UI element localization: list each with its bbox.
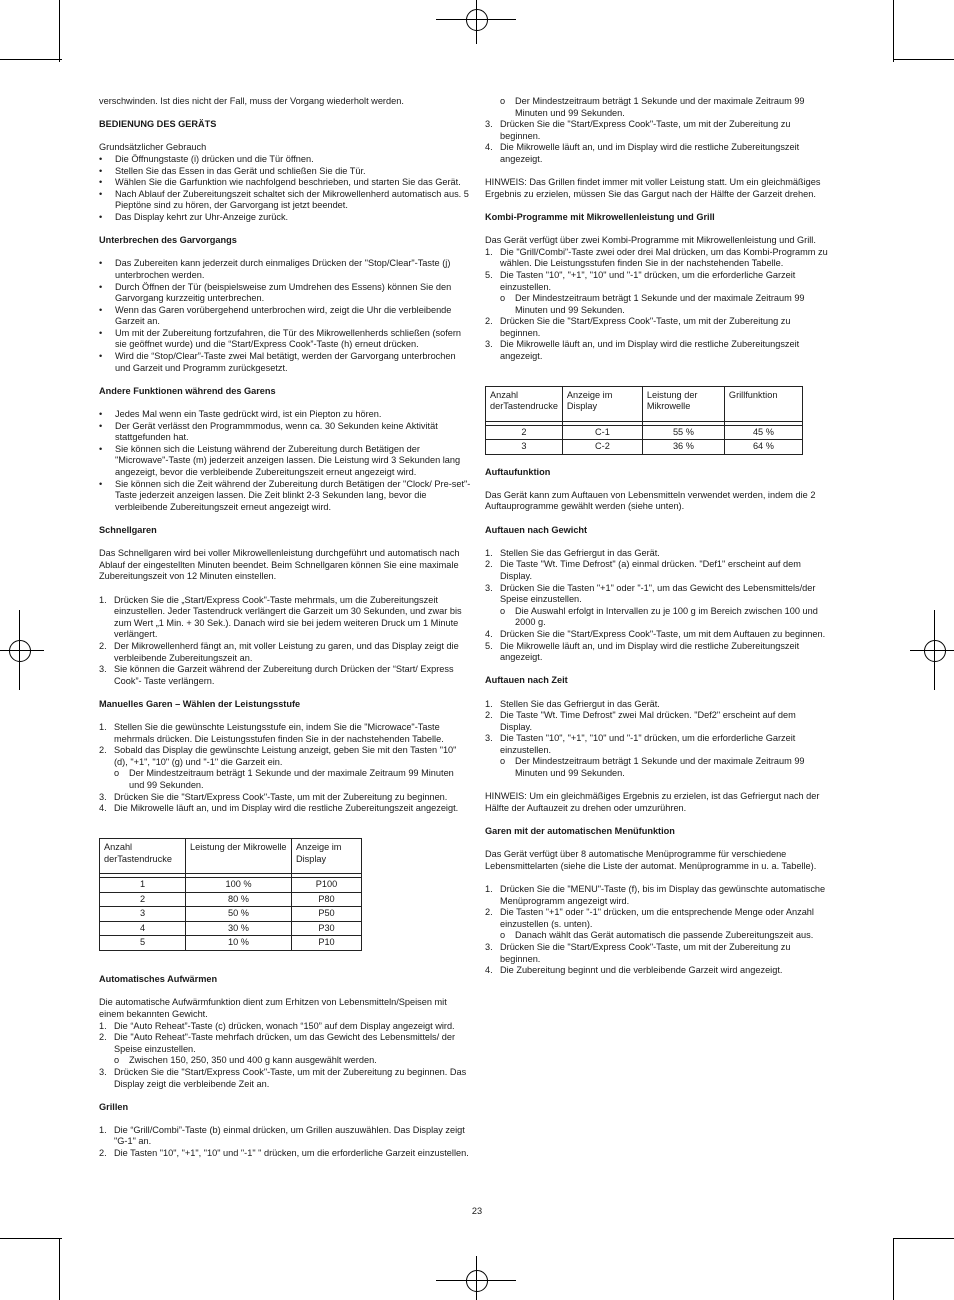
list-marker: 3. <box>485 941 493 952</box>
list-marker: 2. <box>99 640 107 651</box>
sub-item <box>99 1055 471 1067</box>
sub-item <box>485 293 828 316</box>
list-text: Die Tasten "10", "+1", "10" und "-1" drücken, um die erforderliche Garzeit einzustellen. <box>500 733 796 755</box>
table-cell: P50 <box>292 907 362 922</box>
numbered-item <box>485 119 828 142</box>
list-text: Der Gerät verlässt den Programmmodus, wenn ca. 30 Sekunden keine Aktivität stattgefunden hat. <box>115 420 438 443</box>
list-marker: 2. <box>99 1032 107 1043</box>
list-marker: 1. <box>99 722 107 733</box>
section-heading: Garen mit der automatischen Menüfunktion <box>485 826 675 837</box>
list-text: Die Öffnungstaste (i) drücken und die Tür öffnen. <box>115 153 314 164</box>
spacer <box>99 1090 471 1102</box>
table-row <box>100 907 362 922</box>
paragraph: Grundsätzlicher Gebrauch <box>99 142 207 153</box>
table-row <box>486 425 803 440</box>
table-header-cell: Anzahl derTastendrucke <box>100 839 186 874</box>
list-marker: • <box>99 409 103 420</box>
spacer <box>99 710 471 722</box>
table-cell: 55 % <box>642 425 724 440</box>
list-text: Nach Ablauf der Zubereitungszeit schaltet sich der Mikrowellenherd automatisch aus. 5 Pieptöne sind zu hören, der Garvorgang ist jetzt beendet. <box>115 188 469 211</box>
table-header-cell: Grillfunktion <box>724 386 802 421</box>
list-text: Drücken Sie die „Start/Express Cook"-Taste mehrmals, um die Zubereitungszeit einzustellen. Jeder Tastendruck verlängert die Garzeit um 30 Sekunden, und zwar bis zum Wert „1 Min. + 30 Sek.). Danach wird sie bei jedem weiteren Druck um 1 Minute verlängert. <box>114 594 462 640</box>
bullet-item <box>99 409 471 421</box>
list-text: Die Taste "Wt. Time Defrost" (a) einmal drücken. "Def1" erscheint auf dem Display. <box>500 559 801 581</box>
list-marker: • <box>99 443 103 454</box>
spacer <box>485 872 828 884</box>
list-text: Der Mindestzeitraum beträgt 1 Sekunde und der maximale Zeitraum 99 Minuten und 99 Sekunden. <box>129 768 454 791</box>
spacer <box>485 687 828 699</box>
table-row <box>100 878 362 893</box>
table-cell: 3 <box>100 907 186 922</box>
spacer <box>485 455 828 467</box>
section-heading: Unterbrechen des Garvorgangs <box>99 235 237 246</box>
list-marker: • <box>99 327 103 338</box>
paragraph: HINWEIS: Um ein gleichmäßiges Ergebnis zu erzielen, ist das Gefriergut nach der Hälfte der Auftauzeit zu drehen oder umzurühren. <box>485 791 820 813</box>
list-text: Danach wählt das Gerät automatisch die passende Zubereitungszeit aus. <box>515 930 814 941</box>
list-text: Das Display kehrt zur Uhr-Anzeige zurück. <box>115 211 289 222</box>
list-marker: o <box>500 293 506 304</box>
bullet-item <box>99 479 471 514</box>
table-cell: P10 <box>292 936 362 951</box>
list-text: Sie können sich die Zeit während der Zubereitung durch Betätigen der "Clock/ Pre-set"-Taste jederzeit anzeigen lassen. Die Zeit blinkt 2-3 Sekunden lang, bevor die verbleibende Zubereitungszeit erneut angezeigt wird. <box>115 478 471 512</box>
spacer <box>99 826 471 838</box>
table-header-cell: Anzeige im Display <box>292 839 362 874</box>
left-column <box>99 96 471 1160</box>
numbered-item <box>485 733 828 756</box>
numbered-item <box>485 942 828 965</box>
paragraph: Die automatische Aufwärmfunktion dient zum Erhitzen von Lebensmitteln/Speisen mit einem bekannten Gewicht. <box>99 997 447 1019</box>
list-marker: 3. <box>99 1066 107 1077</box>
spacer <box>99 247 471 259</box>
numbered-item <box>485 247 828 270</box>
list-marker: 4. <box>485 142 493 153</box>
list-text: Drücken Sie die Tasten "+1" oder "-1", um das Gewicht des Lebensmittels/der Speise einzustellen. <box>500 582 816 605</box>
list-text: Wird die “Stop/Clear”-Taste zwei Mal betätigt, werden der Garvorgang unterbrochen und Garzeit und Programm zurückgesetzt. <box>115 351 456 373</box>
list-marker: o <box>114 768 120 779</box>
list-marker: 1. <box>99 1124 107 1135</box>
spacer <box>99 815 471 827</box>
table-cell: 4 <box>100 921 186 936</box>
list-text: Die “Grill/Combi”-Taste (b) einmal drücken, um Grillen auszuwählen. Das Display zeigt "G-1" an. <box>114 1124 465 1147</box>
list-text: Jedes Mal wenn ein Taste gedrückt wird, ist ein Piepton zu hören. <box>115 409 382 420</box>
numbered-item <box>99 641 471 664</box>
spacer <box>99 397 471 409</box>
list-marker: 1. <box>99 594 107 605</box>
list-text: Die Tasten "+1" oder "-1" drücken, um die entsprechende Menge oder Anzahl einzustellen (s. unten). <box>500 907 814 929</box>
list-marker: 3. <box>485 733 493 744</box>
list-text: Die Taste "Wt. Time Defrost" zwei Mal drücken. "Def2" erscheint auf dem Display. <box>500 710 796 732</box>
sub-item <box>485 96 828 119</box>
list-marker: 4. <box>99 803 107 814</box>
list-text: Der Mikrowellenherd fängt an, mit voller Leistung zu garen, und das Display zeigt die verbleibende Zubereitungszeit an. <box>114 640 459 663</box>
list-marker: • <box>99 177 103 188</box>
page-number: 23 <box>471 1206 483 1216</box>
table-cell: C-2 <box>562 440 642 455</box>
table-cell: P80 <box>292 892 362 907</box>
list-marker: 2. <box>99 745 107 756</box>
spacer <box>485 478 828 490</box>
list-marker: 5. <box>485 640 493 651</box>
spacer <box>485 200 828 212</box>
list-text: Der Mindestzeitraum beträgt 1 Sekunde und der maximale Zeitraum 99 Minuten und 99 Sekunden. <box>515 293 805 315</box>
spacer <box>485 838 828 850</box>
bullet-item <box>99 212 471 224</box>
list-text: Die Tasten "10", "+1", "10" und "-1" drücken, um die erforderliche Garzeit einzustellen. <box>500 269 796 292</box>
table-cell: P100 <box>292 878 362 893</box>
bullet-item <box>99 189 471 212</box>
list-marker: • <box>99 188 103 199</box>
list-marker: • <box>99 304 103 315</box>
section-heading: Kombi-Programme mit Mikrowellenleistung und Grill <box>485 211 715 222</box>
sub-item <box>485 930 828 942</box>
table-header-cell: Anzeige im Display <box>562 386 642 421</box>
spacer <box>99 374 471 386</box>
list-text: Zwischen 150, 250, 350 und 400 g kann ausgewählt werden. <box>129 1055 377 1066</box>
numbered-item <box>99 1148 471 1160</box>
list-text: Drücken Sie die "Start/Express Cook"-Taste, um mit der Zubereitung zu beginnen. <box>500 941 791 964</box>
table-cell: 1 <box>100 878 186 893</box>
spacer <box>485 664 828 676</box>
list-marker: 1. <box>485 547 493 558</box>
spacer <box>99 108 471 120</box>
section-heading: Andere Funktionen während des Garens <box>99 385 276 396</box>
list-text: Um mit der Zubereitung fortzufahren, die Tür des Mikrowellenherds schließen (sofern sie geöffnet wurde) und die “Start/Express Cook”-Taste (h) erneut drücken. <box>115 327 462 350</box>
section-heading: Auftauen nach Zeit <box>485 675 568 686</box>
table-cell: 2 <box>100 892 186 907</box>
table-cell: 30 % <box>186 921 292 936</box>
numbered-item <box>99 803 471 815</box>
numbered-item <box>485 270 828 293</box>
numbered-item <box>485 629 828 641</box>
bullet-item <box>99 444 471 479</box>
table-cell: 5 <box>100 936 186 951</box>
list-text: Drücken Sie die "Start/Express Cook"-Taste, um mit der Zubereitung zu beginnen. <box>500 316 791 338</box>
list-marker: • <box>99 258 103 269</box>
list-text: Stellen Sie das Gefriergut in das Gerät. <box>500 698 660 709</box>
table-row <box>100 892 362 907</box>
table-header-row <box>486 386 803 421</box>
list-marker: • <box>99 351 103 362</box>
paragraph: Das Schnellgaren wird bei voller Mikrowellenleistung durchgeführt und automatisch nach Ablauf der eingestellten Minuten beendet. Beim Schnellgaren können Sie eine maximale Zubereitungszeit von 12 Minuten einstellen. <box>99 548 460 582</box>
list-text: Der Mindestzeitraum beträgt 1 Sekunde und der maximale Zeitraum 99 Minuten und 99 Sekunden. <box>515 96 805 118</box>
table-cell: 80 % <box>186 892 292 907</box>
list-marker: 1. <box>485 884 493 894</box>
right-column <box>485 96 828 977</box>
numbered-item <box>485 710 828 733</box>
list-text: Wenn das Garen vorübergehend unterbrochen wird, zeigt die Uhr die verbleibende Garzeit an. <box>115 304 452 327</box>
list-text: Die “Auto Reheat”-Taste (c) drücken, wonach “150” auf dem Display angezeigt wird. <box>114 1020 455 1031</box>
list-marker: 2. <box>485 316 493 327</box>
bullet-item <box>99 258 471 281</box>
list-text: Die Mikrowelle läuft an, und im Display wird die restliche Zubereitungszeit angezeigt. <box>500 640 800 663</box>
list-marker: • <box>99 478 103 489</box>
sub-item <box>99 768 471 791</box>
list-marker: 2. <box>485 907 493 918</box>
list-marker: 1. <box>485 698 493 709</box>
bullet-item <box>99 421 471 444</box>
sub-item <box>485 606 828 629</box>
list-text: Drücken Sie die "Start/Express Cook"-Taste, um mit der Zubereitung zu beginnen. <box>114 791 448 802</box>
spacer <box>99 513 471 525</box>
numbered-item <box>485 142 828 165</box>
list-marker: o <box>500 96 506 106</box>
spacer <box>485 363 828 375</box>
section-heading: Automatisches Aufwärmen <box>99 974 218 985</box>
list-marker: o <box>500 605 506 616</box>
paragraph: Das Gerät kann zum Auftauen von Lebensmitteln verwendet werden, indem die 2 Auftauprogramme gewählt werden (siehe unten). <box>485 489 816 512</box>
list-text: Die Mikrowelle läuft an, und im Display wird die restliche Zubereitungszeit angezeigt. <box>500 339 800 362</box>
numbered-item <box>485 339 828 362</box>
spacer <box>485 814 828 826</box>
numbered-item <box>485 884 828 907</box>
bullet-item <box>99 305 471 328</box>
table-cell: C-1 <box>562 425 642 440</box>
list-marker: 2. <box>485 559 493 570</box>
list-text: Drücken Sie die "Start/Express Cook"-Taste, um mit dem Auftauen zu beginnen. <box>500 628 826 639</box>
list-marker: 4. <box>485 965 493 976</box>
list-marker: 3. <box>99 664 107 675</box>
numbered-item <box>99 1125 471 1148</box>
table-header-cell: Leistung der Mikrowelle <box>642 386 724 421</box>
list-text: Die "Grill/Combi"-Taste zwei oder drei Mal drücken, um das Kombi-Programm zu wählen. Die Leistungsstufen finden Sie in der nachstehenden Tabelle. <box>500 246 828 269</box>
list-marker: 3. <box>485 582 493 593</box>
numbered-item <box>99 722 471 745</box>
numbered-item <box>99 1021 471 1033</box>
spacer <box>485 780 828 792</box>
spacer <box>99 1113 471 1125</box>
list-marker: o <box>500 930 506 941</box>
spacer <box>99 537 471 549</box>
list-text: Sobald das Display die gewünschte Leistung anzeigt, geben Sie mit den Tasten "10" (d), "+1", "10" (g) und "-1" die Garzeit ein. <box>114 745 457 767</box>
list-marker: 5. <box>485 269 493 280</box>
list-text: Stellen Sie die gewünschte Leistungsstufe ein, indem Sie die "Microwace"-Taste mehrmals drücken. Die Leistungsstufen finden Sie in der nachstehenden Tabelle. <box>114 722 444 744</box>
spacer <box>485 513 828 525</box>
numbered-item <box>99 595 471 641</box>
numbered-item <box>99 664 471 687</box>
power-table <box>99 838 362 951</box>
spacer <box>99 224 471 236</box>
spacer <box>485 374 828 386</box>
list-marker: 3. <box>485 119 493 130</box>
numbered-item <box>485 907 828 930</box>
numbered-item <box>485 699 828 711</box>
bullet-item <box>99 166 471 178</box>
list-marker: 3. <box>485 339 493 350</box>
table-row <box>100 936 362 951</box>
table-cell: 50 % <box>186 907 292 922</box>
section-heading: Auftauen nach Gewicht <box>485 524 588 535</box>
list-marker: 3. <box>99 791 107 802</box>
table-cell: 64 % <box>724 440 802 455</box>
paragraph: verschwinden. Ist dies nicht der Fall, muss der Vorgang wiederholt werden. <box>99 96 404 106</box>
bullet-item <box>99 328 471 351</box>
table-cell: P30 <box>292 921 362 936</box>
paragraph: HINWEIS: Das Grillen findet immer mit voller Leistung statt. Um ein gleichmäßiges Ergebnis zu erzielen, müssen Sie das Gargut nach der Hälfte der Garzeit drehen. <box>485 177 821 199</box>
table-cell: 3 <box>486 440 563 455</box>
bullet-item <box>99 351 471 374</box>
numbered-item <box>99 1032 471 1055</box>
table-cell: 100 % <box>186 878 292 893</box>
list-text: Drücken Sie die "Start/Express Cook"-Taste, um mit der Zubereitung zu beginnen. Das Display zeigt die verbleibende Zeit an. <box>114 1066 467 1089</box>
spacer <box>99 583 471 595</box>
numbered-item <box>485 641 828 664</box>
list-marker: 4. <box>485 628 493 639</box>
bullet-item <box>99 177 471 189</box>
numbered-item <box>485 316 828 339</box>
list-marker: o <box>500 756 506 767</box>
table-header-cell: Leistung der Mikrowelle <box>186 839 292 874</box>
table-cell: 10 % <box>186 936 292 951</box>
list-marker: 2. <box>485 710 493 721</box>
numbered-item <box>485 559 828 582</box>
list-text: Die Zubereitung beginnt und die verbleibende Garzeit wird angezeigt. <box>500 965 783 976</box>
numbered-item <box>485 965 828 977</box>
table-row <box>486 440 803 455</box>
spacer <box>485 536 828 548</box>
table-row <box>100 921 362 936</box>
sub-item <box>485 756 828 779</box>
table-cell: 2 <box>486 425 563 440</box>
spacer <box>99 131 471 143</box>
list-text: Stellen Sie das Essen in das Gerät und schließen Sie die Tür. <box>115 165 366 176</box>
table-header-cell: Anzahl derTastendrucke <box>486 386 563 421</box>
list-marker: • <box>99 165 103 176</box>
list-marker: 2. <box>99 1148 107 1159</box>
list-marker: 1. <box>485 246 493 257</box>
table-header-row <box>100 839 362 874</box>
list-marker: • <box>99 420 103 431</box>
list-text: Die Mikrowelle läuft an, und im Display wird die restliche Zubereitungszeit angezeigt. <box>500 142 800 164</box>
list-text: Durch Öffnen der Tür (beispielsweise zum Umdrehen des Essens) können Sie den Garvorgang kurzzeitig unterbrechen. <box>115 281 452 304</box>
list-text: Die Mikrowelle läuft an, und im Display wird die restliche Zubereitungszeit angezeigt. <box>114 803 459 814</box>
list-text: Die Tasten "10", "+1", "10" und "-1" " drücken, um die erforderliche Garzeit einzustellen. <box>114 1148 469 1159</box>
bullet-item <box>99 282 471 305</box>
spacer <box>99 963 471 975</box>
list-marker: 1. <box>99 1020 107 1031</box>
list-text: Sie können die Garzeit während der Zubereitung durch Drücken der “Start/ Express Cook”- Taste verlängern. <box>114 664 454 686</box>
numbered-item <box>485 583 828 606</box>
list-text: Wählen Sie die Garfunktion wie nachfolgend beschrieben, und starten Sie das Gerät. <box>115 177 461 188</box>
combi-table <box>485 386 803 455</box>
spacer <box>99 687 471 699</box>
list-text: Sie können sich die Leistung während der Zubereitung durch Betätigen der "Microwave"-Taste (m) jederzeit anzeigen lassen. Die Leistung wird 3 Sekunden lang angezeigt, bevor die verbleibende Zubereitungszeit erneut angezeigt wird. <box>115 443 461 477</box>
section-heading: BEDIENUNG DES GERÄTS <box>99 119 217 130</box>
bullet-item <box>99 154 471 166</box>
section-heading: Schnellgaren <box>99 524 157 535</box>
list-text: Das Zubereiten kann jederzeit durch einmaliges Drücken der "Stop/Clear"-Taste (j) unterbrochen werden. <box>115 258 451 280</box>
list-text: Stellen Sie das Gefriergut in das Gerät. <box>500 547 660 558</box>
paragraph: Das Gerät verfügt über zwei Kombi-Programme mit Mikrowellenleistung und Grill. <box>485 235 816 246</box>
list-text: Drücken Sie die "Start/Express Cook"-Taste, um mit der Zubereitung zu beginnen. <box>500 119 791 141</box>
paragraph: Das Gerät verfügt über 8 automatische Menüprogramme für verschiedene Lebensmittelarten (siehe die Liste der automat. Menüprogramme in u. a. Tabelle). <box>485 849 817 871</box>
list-text: Drücken Sie die "MENU"-Taste (f), bis im Display das gewünschte automatische Menüprogramm angezeigt wird. <box>500 884 826 906</box>
section-heading: Auftaufunktion <box>485 466 551 477</box>
table-cell: 36 % <box>642 440 724 455</box>
numbered-item <box>99 792 471 804</box>
spacer <box>99 951 471 963</box>
list-marker: • <box>99 211 103 222</box>
list-text: Die Auswahl erfolgt in Intervallen zu je 100 g im Bereich zwischen 100 und 2000 g. <box>515 605 818 628</box>
numbered-item <box>485 548 828 560</box>
spacer <box>99 986 471 998</box>
list-marker: • <box>99 153 103 164</box>
list-text: Die "Auto Reheat"-Taste mehrfach drücken, um das Gewicht des Lebensmittels/ der Speise einzustellen. <box>114 1032 456 1054</box>
list-marker: o <box>114 1055 120 1066</box>
section-heading: Grillen <box>99 1101 129 1112</box>
section-heading: Manuelles Garen – Wählen der Leistungsstufe <box>99 698 301 709</box>
spacer <box>485 166 828 178</box>
list-text: Der Mindestzeitraum beträgt 1 Sekunde und der maximale Zeitraum 99 Minuten und 99 Sekunden. <box>515 756 805 779</box>
table-cell: 45 % <box>724 425 802 440</box>
list-marker: • <box>99 281 103 292</box>
numbered-item <box>99 1067 471 1090</box>
spacer <box>485 224 828 236</box>
numbered-item <box>99 745 471 768</box>
